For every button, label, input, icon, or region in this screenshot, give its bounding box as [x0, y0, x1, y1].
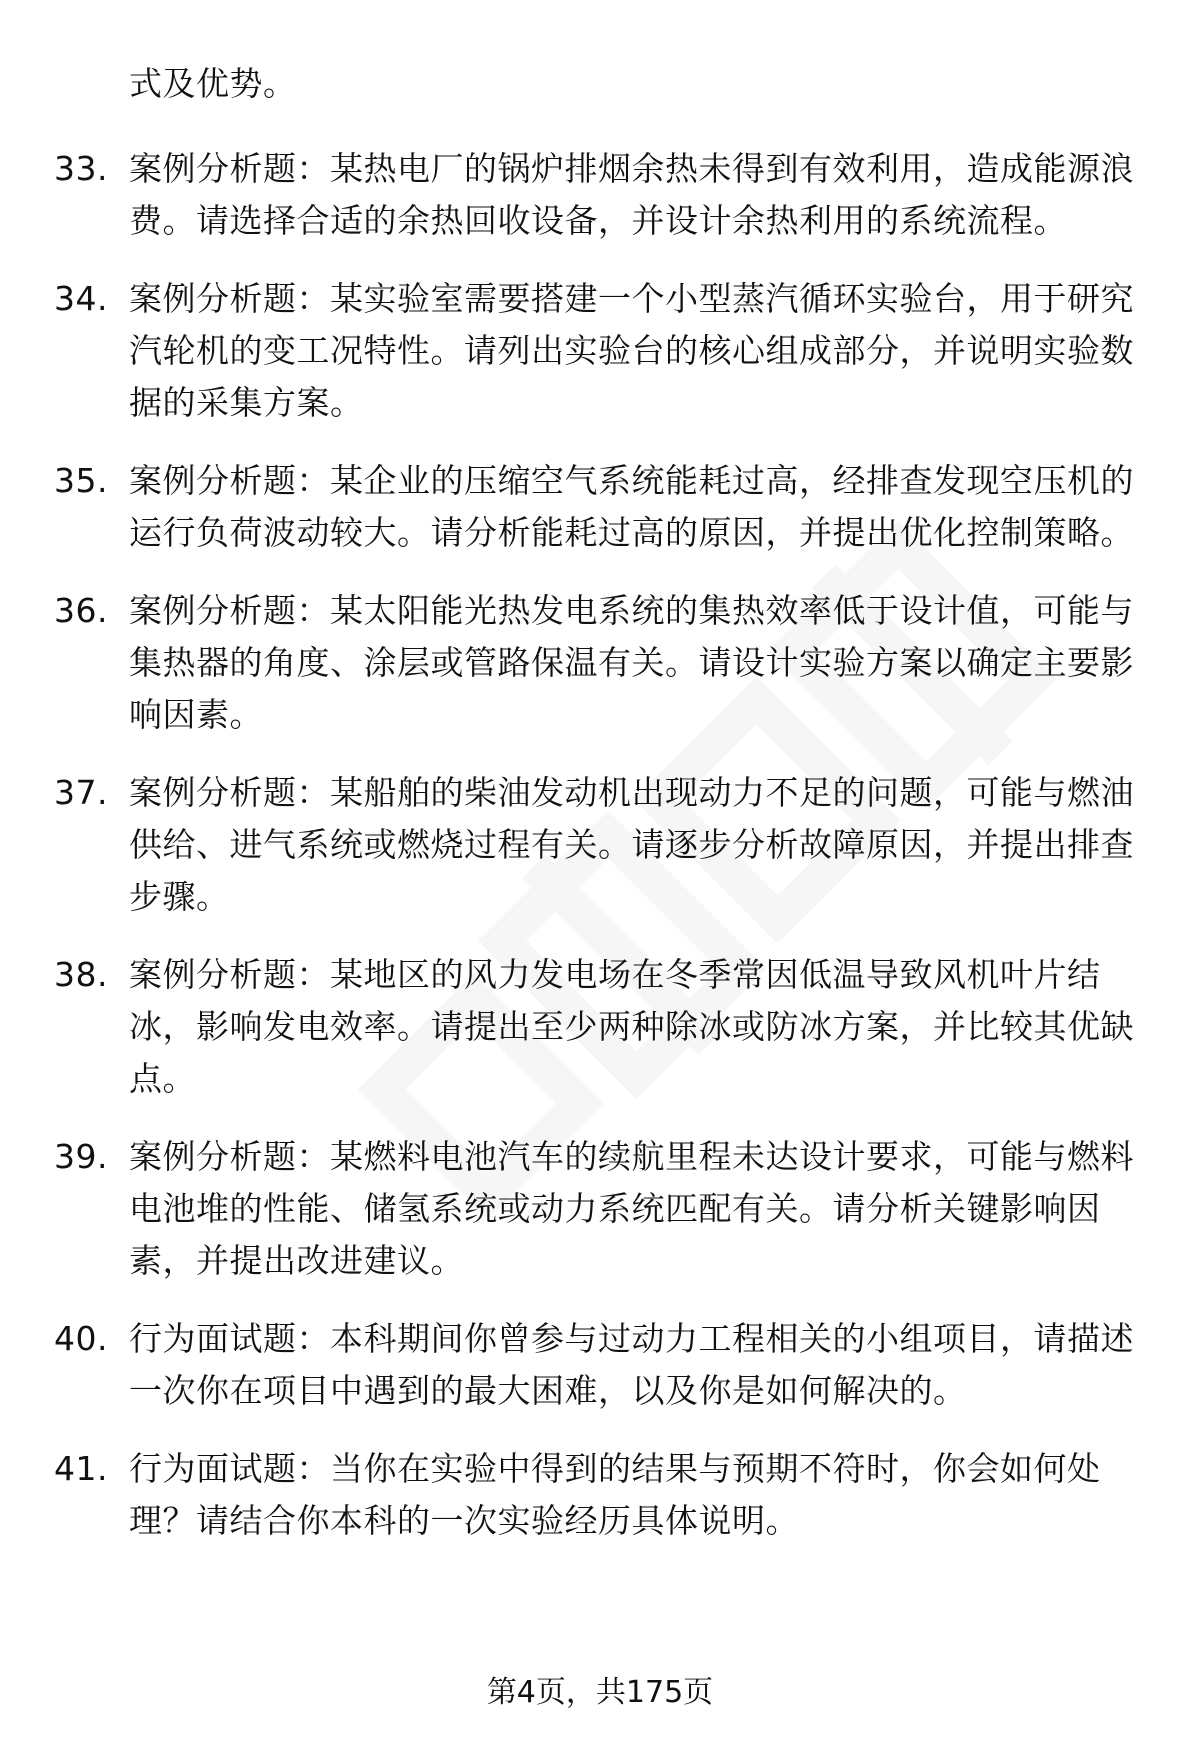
question-item [0, 455, 1141, 559]
question-number: 36. [54, 591, 108, 630]
page-footer: 第4页，共175页 [486, 1675, 714, 1710]
question-text: 案例分析题：某燃料电池汽车的续航里程未达设计要求，可能与燃料电池堆的性能、储氢系统或动力系统匹配有关。请分析关键影响因素，并提出改进建议。 [129, 1137, 1134, 1280]
question-item [0, 767, 1141, 923]
question-number: 38. [54, 955, 108, 994]
question-item [0, 1443, 1141, 1547]
continued-question-text: 式及优势。 [129, 64, 297, 103]
question-text: 案例分析题：某地区的风力发电场在冬季常因低温导致风机叶片结冰，影响发电效率。请提出至少两种除冰或防冰方案，并比较其优缺点。 [129, 955, 1134, 1098]
question-number: 41. [54, 1449, 108, 1488]
question-item [0, 143, 1141, 247]
question-number: 34. [54, 279, 108, 318]
question-item [0, 949, 1141, 1105]
question-text: 行为面试题：当你在实验中得到的结果与预期不符时，你会如何处理？请结合你本科的一次实验经历具体说明。 [129, 1449, 1101, 1540]
question-number: 39. [54, 1137, 108, 1176]
question-text: 案例分析题：某船舶的柴油发动机出现动力不足的问题，可能与燃油供给、进气系统或燃烧过程有关。请逐步分析故障原因，并提出排查步骤。 [129, 773, 1134, 916]
question-text: 行为面试题：本科期间你曾参与过动力工程相关的小组项目，请描述一次你在项目中遇到的最大困难，以及你是如何解决的。 [129, 1319, 1134, 1410]
question-text: 案例分析题：某太阳能光热发电系统的集热效率低于设计值，可能与集热器的角度、涂层或管路保温有关。请设计实验方案以确定主要影响因素。 [129, 591, 1134, 734]
question-number: 35. [54, 461, 108, 500]
question-text: 案例分析题：某热电厂的锅炉排烟余热未得到有效利用，造成能源浪费。请选择合适的余热回收设备，并设计余热利用的系统流程。 [129, 149, 1134, 240]
question-item [0, 273, 1141, 429]
question-item [0, 585, 1141, 741]
question-text: 案例分析题：某企业的压缩空气系统能耗过高，经排查发现空压机的运行负荷波动较大。请分析能耗过高的原因，并提出优化控制策略。 [129, 461, 1134, 552]
question-item [0, 1313, 1141, 1417]
question-number: 37. [54, 773, 108, 812]
question-text: 案例分析题：某实验室需要搭建一个小型蒸汽循环实验台，用于研究汽轮机的变工况特性。请列出实验台的核心组成部分，并说明实验数据的采集方案。 [129, 279, 1134, 422]
question-number: 33. [54, 149, 108, 188]
question-list [0, 143, 1200, 1573]
question-item [0, 1131, 1141, 1287]
question-number: 40. [54, 1319, 108, 1358]
